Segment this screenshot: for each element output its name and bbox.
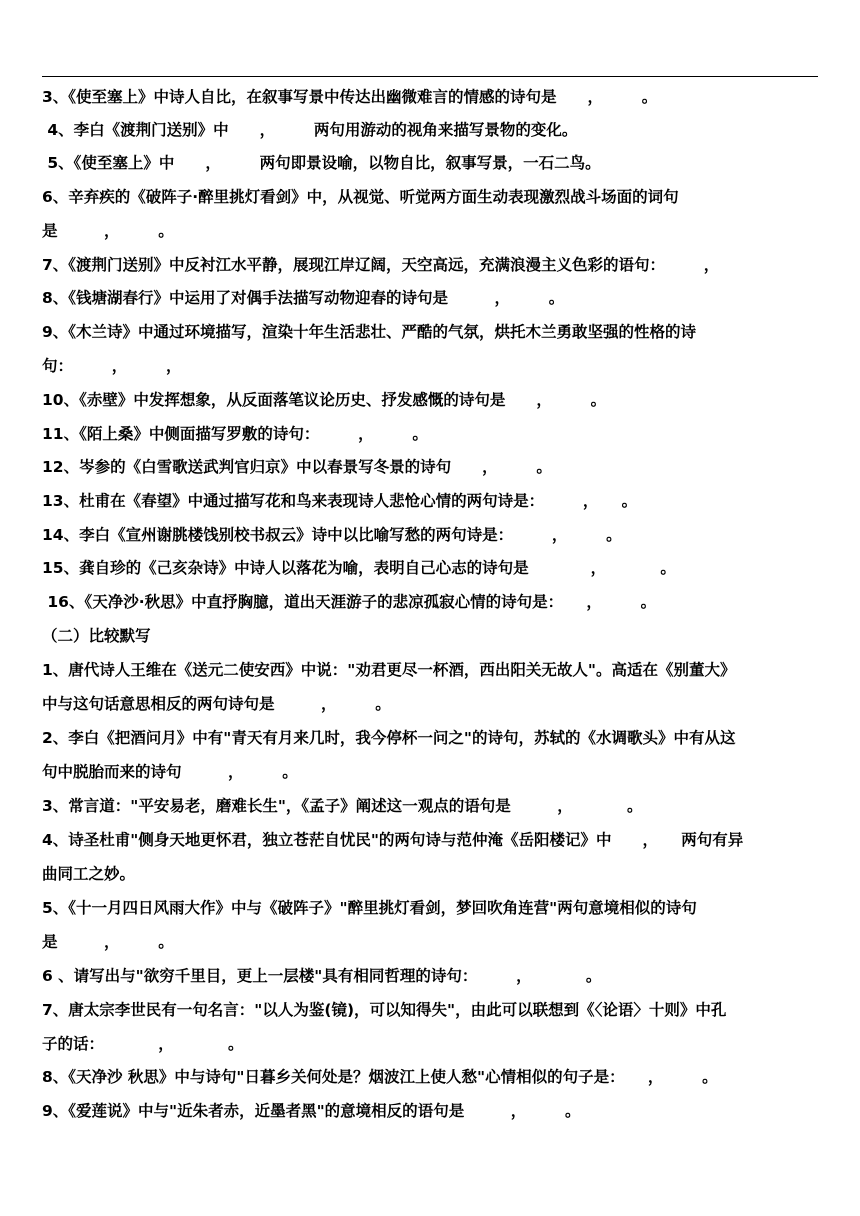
text-line: 2、李白《把酒问月》中有"青天有月来几时，我今停杯一问之"的诗句，苏轼的《水调歌头》中有从这 — [42, 729, 736, 747]
header-rule — [42, 76, 818, 77]
text-line: 句中脱胎而来的诗句 ， 。 — [42, 763, 298, 781]
text-line: 是 ， 。 — [42, 222, 174, 240]
text-line: 5、《十一月四日风雨大作》中与《破阵子》"醉里挑灯看剑，梦回吹角连营"两句意境相似的诗句 — [42, 899, 697, 917]
text-line: 13、杜甫在《春望》中通过描写花和鸟来表现诗人悲怆心情的两句诗是： ， 。 — [42, 492, 638, 510]
text-line: 7、《渡荆门送别》中反衬江水平静，展现江岸辽阔，天空高远，充满浪漫主义色彩的语句： ， — [42, 256, 720, 274]
text-line: （二）比较默写 — [42, 627, 151, 645]
text-line: 曲同工之妙。 — [42, 865, 136, 883]
text-line: 10、《赤壁》中发挥想象，从反面落笔议论历史、抒发感慨的诗句是 ， 。 — [42, 391, 607, 409]
text-line: 5、《使至塞上》中 ， 两句即景设喻，以物自比，叙事写景，一石二鸟。 — [42, 154, 601, 172]
text-line: 句： ， ， — [42, 357, 182, 375]
text-line: 6、辛弃疾的《破阵子·醉里挑灯看剑》中，从视觉、听觉两方面生动表现激烈战斗场面的词句 — [42, 188, 679, 206]
text-line: 11、《陌上桑》中侧面描写罗敷的诗句： ， 。 — [42, 425, 428, 443]
text-line: 中与这句话意思相反的两句诗句是 ， 。 — [42, 695, 391, 713]
text-line: 是 ， 。 — [42, 933, 174, 951]
text-line: 9、《木兰诗》中通过环境描写，渲染十年生活悲壮、严酷的气氛，烘托木兰勇敢坚强的性格的诗 — [42, 323, 697, 341]
text-line: 3、常言道："平安易老，磨难长生"，《孟子》阐述这一观点的语句是 ， 。 — [42, 797, 643, 815]
text-line: 15、龚自珍的《己亥杂诗》中诗人以落花为喻，表明自己心志的诗句是 ， 。 — [42, 559, 676, 577]
text-line: 4、李白《渡荆门送别》中 ， 两句用游动的视角来描写景物的变化。 — [42, 121, 578, 139]
text-line: 6 、请写出与"欲穷千里目，更上一层楼"具有相同哲理的诗句： ， 。 — [42, 967, 602, 985]
text-line: 12、岑参的《白雪歌送武判官归京》中以春景写冬景的诗句 ， 。 — [42, 458, 552, 476]
text-line: 4、诗圣杜甫"侧身天地更怀君，独立苍茫自忧民"的两句诗与范仲淹《岳阳楼记》中 ， 两句有异 — [42, 831, 744, 849]
text-line: 1、唐代诗人王维在《送元二使安西》中说："劝君更尽一杯酒，西出阳关无故人"。高适在《别董大》 — [42, 661, 736, 679]
text-line: 14、李白《宣州谢朓楼饯别校书叔云》诗中以比喻写愁的两句诗是： ， 。 — [42, 526, 622, 544]
text-line: 8、《钱塘湖春行》中运用了对偶手法描写动物迎春的诗句是 ， 。 — [42, 289, 565, 307]
text-line: 16、《天净沙·秋思》中直抒胸臆，道出天涯游子的悲凉孤寂心情的诗句是： ， 。 — [42, 593, 657, 611]
text-line: 9、《爱莲说》中与"近朱者赤，近墨者黑"的意境相反的语句是 ， 。 — [42, 1102, 581, 1120]
text-line: 子的话： ， 。 — [42, 1035, 244, 1053]
text-line: 8、《天净沙 秋思》中与诗句"日暮乡关何处是？烟波江上使人愁"心情相似的句子是： ， 。 — [42, 1068, 718, 1086]
text-line: 3、《使至塞上》中诗人自比，在叙事写景中传达出幽微难言的情感的诗句是 ， 。 — [42, 88, 658, 106]
text-line: 7、唐太宗李世民有一句名言："以人为鉴(镜)，可以知得失"，由此可以联想到《〈论语〉十则》中孔 — [42, 1001, 727, 1019]
